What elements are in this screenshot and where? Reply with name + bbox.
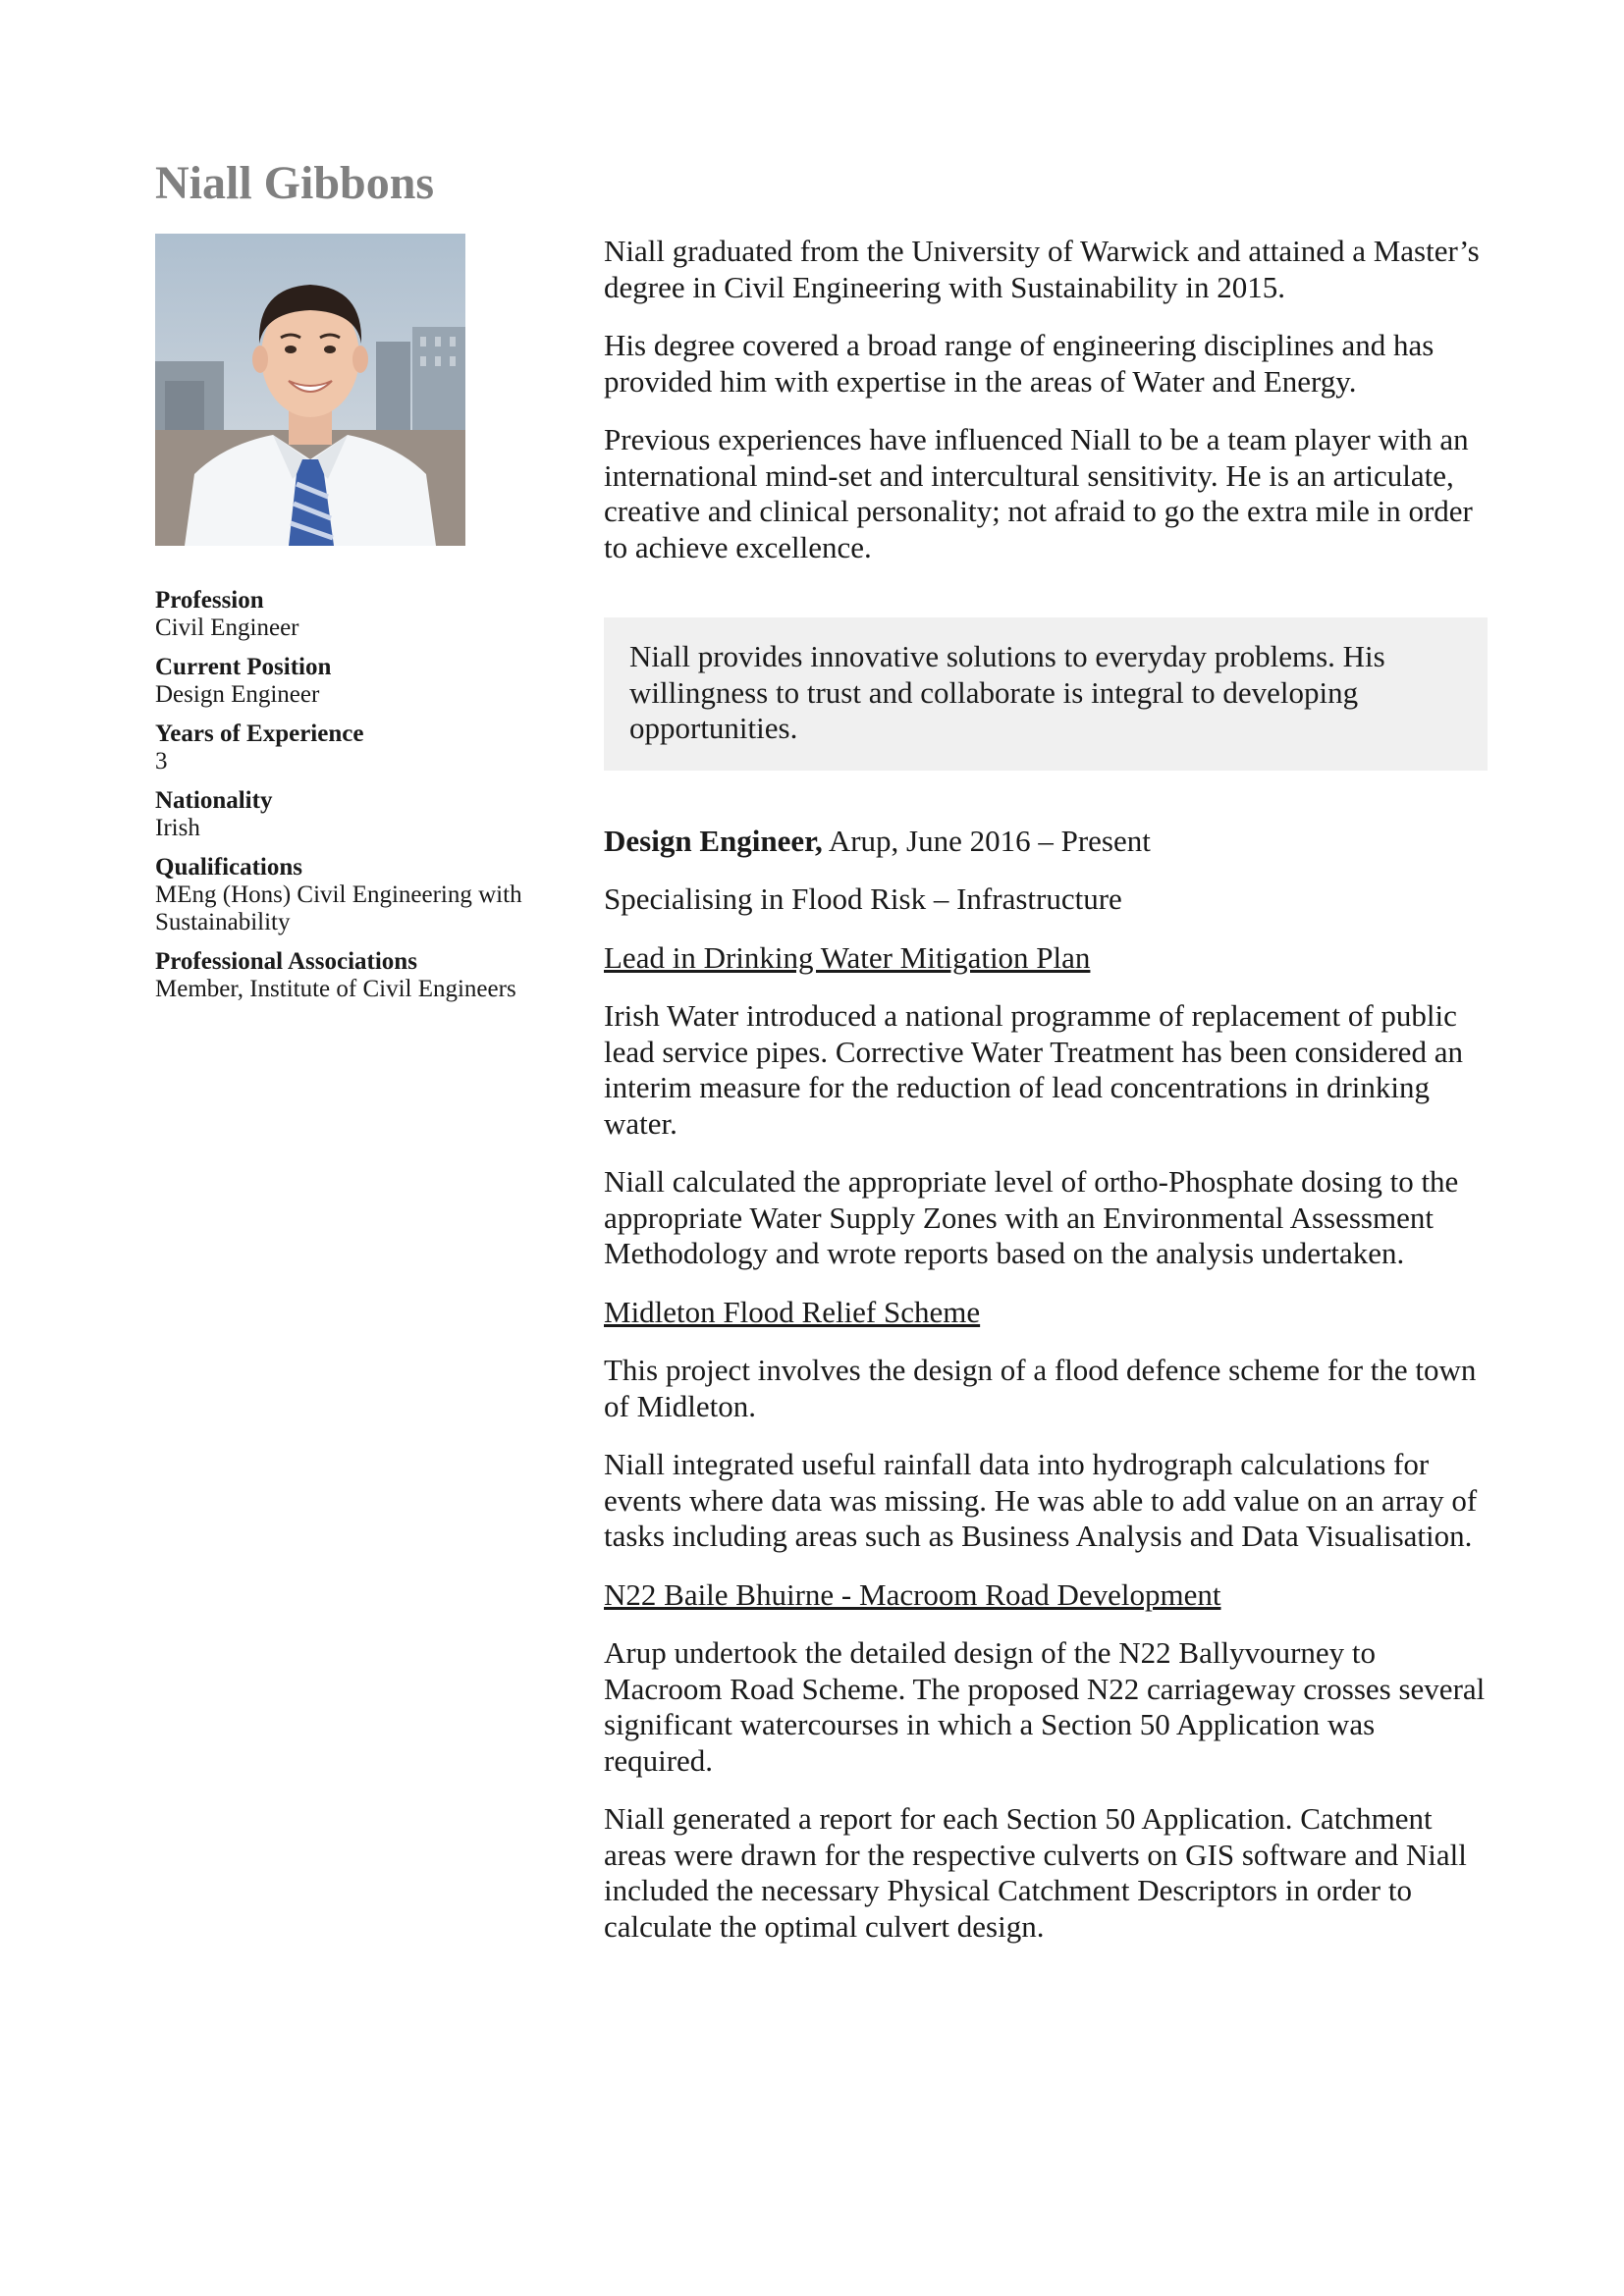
project-title: Midleton Flood Relief Scheme (604, 1294, 981, 1329)
job-title: Design Engineer, (604, 823, 823, 858)
intro-paragraph: Previous experiences have influenced Niall to be a team player with an international mind-set and intercultural sensitivity. He is an articulate, creative and clinical personality; not afraid to go the extra mile in order to achieve excellence. (604, 422, 1473, 564)
project-paragraph: Niall integrated useful rainfall data into hydrograph calculations for events where data was missing. He was able to add value on an array of tasks including areas such as Business Analysis and Data Visualisation. (604, 1447, 1478, 1553)
field-value: Irish (155, 815, 200, 841)
highlight-quote (604, 617, 1488, 771)
intro-paragraph: Niall graduated from the University of Warwick and attained a Master’s degree in Civil Engineering with Sustainability in 2015. (604, 234, 1480, 304)
project-paragraph: This project involves the design of a flood defence scheme for the town of Midleton. (604, 1353, 1477, 1423)
page-title: Niall Gibbons (155, 157, 435, 209)
field-label: Professional Associations (155, 948, 417, 975)
field-value: Civil Engineer (155, 614, 299, 641)
professional-associations-field (155, 948, 548, 1003)
field-value: Design Engineer (155, 681, 320, 708)
profile-sidebar (155, 587, 548, 1015)
years-of-experience-field (155, 721, 548, 775)
field-label: Profession (155, 587, 264, 614)
field-label: Years of Experience (155, 721, 364, 747)
profession-field (155, 587, 548, 642)
profile-photo (155, 234, 465, 546)
project-paragraph: Arup undertook the detailed design of the N22 Ballyvourney to Macroom Road Scheme. The proposed N22 carriageway crosses several significant watercourses in which a Section 50 Application was required. (604, 1635, 1486, 1778)
qualifications-field (155, 854, 548, 936)
specialism: Specialising in Flood Risk – Infrastructure (604, 881, 1122, 916)
intro-paragraph: His degree covered a broad range of engineering disciplines and has provided him with expertise in the areas of Water and Energy. (604, 328, 1435, 399)
nationality-field (155, 787, 548, 842)
field-label: Current Position (155, 654, 332, 680)
field-label: Nationality (155, 787, 273, 814)
current-position-field (155, 654, 548, 709)
job-details: Arup, June 2016 – Present (822, 823, 1151, 858)
project-paragraph: Niall calculated the appropriate level of ortho-Phosphate dosing to the appropriate Water Supply Zones with an Environmental Assessment Methodology and wrote reports based on the analysis undertaken. (604, 1164, 1459, 1270)
project-title: N22 Baile Bhuirne - Macroom Road Development (604, 1576, 1221, 1612)
project-title: Lead in Drinking Water Mitigation Plan (604, 939, 1091, 975)
project-paragraph: Niall generated a report for each Section 50 Application. Catchment areas were drawn for the respective culverts on GIS software and Niall included the necessary Physical Catchment Descriptors in order to calculate the optimal culvert design. (604, 1801, 1467, 1944)
field-value: 3 (155, 748, 168, 774)
project-paragraph: Irish Water introduced a national programme of replacement of public lead service pipes. Corrective Water Treatment has been considered an interim measure for the reduction of lead concentrations in drinking water. (604, 998, 1463, 1141)
field-value: MEng (Hons) Civil Engineering with Sustainability (155, 881, 522, 935)
experience-heading (604, 824, 1488, 860)
field-label: Qualifications (155, 854, 303, 881)
main-content (604, 234, 1488, 1967)
field-value: Member, Institute of Civil Engineers (155, 976, 516, 1002)
quote-text: Niall provides innovative solutions to everyday problems. His willingness to trust and collaborate is integral to developing opportunities. (629, 639, 1385, 745)
